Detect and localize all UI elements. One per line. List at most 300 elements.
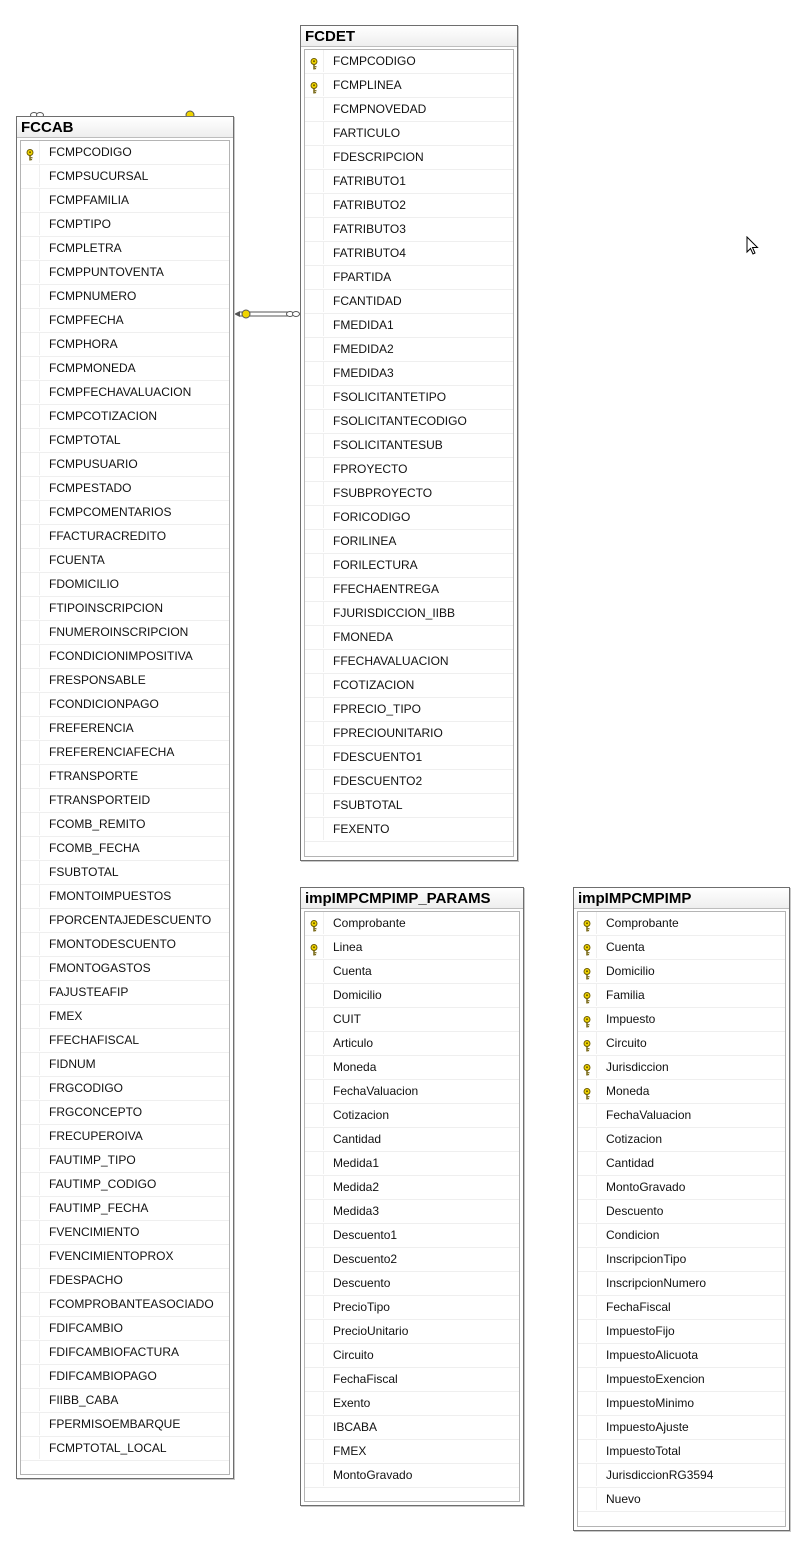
column-row[interactable] bbox=[21, 1293, 229, 1317]
column-name: FMONTODESCUENTO bbox=[49, 937, 176, 951]
column-row[interactable] bbox=[305, 266, 513, 290]
primary-key-icon bbox=[310, 941, 318, 953]
primary-key-icon bbox=[583, 941, 591, 953]
primary-key-icon bbox=[310, 917, 318, 929]
column-row[interactable] bbox=[305, 984, 519, 1008]
row-selector bbox=[305, 218, 324, 240]
column-name: FCMPTIPO bbox=[49, 217, 111, 231]
row-selector bbox=[305, 1440, 324, 1462]
column-row[interactable] bbox=[21, 453, 229, 477]
row-selector bbox=[21, 1053, 40, 1075]
row-selector bbox=[305, 410, 324, 432]
column-name: CUIT bbox=[333, 1012, 361, 1026]
column-row[interactable] bbox=[305, 338, 513, 362]
column-name: Circuito bbox=[606, 1036, 647, 1050]
column-row[interactable] bbox=[305, 1368, 519, 1392]
column-name: FCMPSUCURSAL bbox=[49, 169, 149, 183]
row-selector bbox=[21, 525, 40, 547]
column-row[interactable] bbox=[305, 1464, 519, 1488]
column-name: FCMPCODIGO bbox=[49, 145, 132, 159]
column-name: FDIFCAMBIOPAGO bbox=[49, 1369, 157, 1383]
row-selector bbox=[21, 1389, 40, 1411]
row-selector bbox=[578, 1344, 597, 1366]
column-row[interactable] bbox=[578, 960, 785, 984]
row-selector bbox=[21, 885, 40, 907]
column-row[interactable] bbox=[21, 1437, 229, 1461]
column-name: FCMPCOMENTARIOS bbox=[49, 505, 172, 519]
column-row[interactable] bbox=[21, 1365, 229, 1389]
column-row[interactable] bbox=[578, 1056, 785, 1080]
column-row[interactable] bbox=[21, 1029, 229, 1053]
column-row[interactable] bbox=[305, 770, 513, 794]
column-name: Domicilio bbox=[333, 988, 382, 1002]
row-selector bbox=[21, 669, 40, 691]
column-row[interactable] bbox=[21, 1101, 229, 1125]
row-selector bbox=[305, 242, 324, 264]
column-row[interactable] bbox=[578, 1104, 785, 1128]
row-selector bbox=[578, 960, 597, 982]
column-row[interactable] bbox=[305, 434, 513, 458]
column-row[interactable] bbox=[305, 1440, 519, 1464]
column-row[interactable] bbox=[21, 1077, 229, 1101]
column-name: FCOMB_FECHA bbox=[49, 841, 140, 855]
column-row[interactable] bbox=[578, 936, 785, 960]
column-row[interactable] bbox=[305, 1416, 519, 1440]
column-row[interactable] bbox=[305, 290, 513, 314]
column-name: FSOLICITANTESUB bbox=[333, 438, 443, 452]
row-selector bbox=[21, 1101, 40, 1123]
row-selector bbox=[21, 1221, 40, 1243]
row-selector bbox=[305, 458, 324, 480]
row-selector bbox=[21, 405, 40, 427]
column-row[interactable] bbox=[21, 1197, 229, 1221]
table-title: FCCAB bbox=[17, 117, 233, 138]
column-name: MontoGravado bbox=[606, 1180, 686, 1194]
column-row[interactable] bbox=[578, 1392, 785, 1416]
column-row[interactable] bbox=[305, 960, 519, 984]
column-row[interactable] bbox=[305, 912, 519, 936]
column-row[interactable] bbox=[578, 1272, 785, 1296]
row-selector bbox=[21, 1077, 40, 1099]
row-selector bbox=[305, 578, 324, 600]
table-fccab[interactable] bbox=[16, 116, 234, 1479]
column-row[interactable] bbox=[21, 717, 229, 741]
column-name: Cotizacion bbox=[333, 1108, 390, 1122]
column-row[interactable] bbox=[21, 165, 229, 189]
column-row[interactable] bbox=[21, 669, 229, 693]
column-row[interactable] bbox=[305, 194, 513, 218]
column-name: FTIPOINSCRIPCION bbox=[49, 601, 164, 615]
column-row[interactable] bbox=[578, 1464, 785, 1488]
column-name: FRESPONSABLE bbox=[49, 673, 146, 687]
row-selector bbox=[578, 1464, 597, 1486]
column-row[interactable] bbox=[21, 1413, 229, 1437]
row-selector bbox=[305, 1272, 324, 1294]
column-name: FORILECTURA bbox=[333, 558, 418, 572]
column-row[interactable] bbox=[21, 189, 229, 213]
column-name: FDESPACHO bbox=[49, 1273, 123, 1287]
column-row[interactable] bbox=[21, 1389, 229, 1413]
row-selector bbox=[305, 1416, 324, 1438]
column-row[interactable] bbox=[578, 984, 785, 1008]
column-name: FDIFCAMBIOFACTURA bbox=[49, 1345, 180, 1359]
column-row[interactable] bbox=[21, 261, 229, 285]
column-row[interactable] bbox=[21, 885, 229, 909]
column-name: ImpuestoAjuste bbox=[606, 1420, 689, 1434]
column-row[interactable] bbox=[21, 693, 229, 717]
row-selector bbox=[305, 912, 324, 934]
column-name: FCMPTOTAL_LOCAL bbox=[49, 1441, 167, 1455]
column-name: FMONEDA bbox=[333, 630, 393, 644]
column-name: FAJUSTEAFIP bbox=[49, 985, 129, 999]
row-selector bbox=[21, 333, 40, 355]
column-row[interactable] bbox=[305, 410, 513, 434]
column-name: FDESCUENTO1 bbox=[333, 750, 423, 764]
column-name: FCMPPUNTOVENTA bbox=[49, 265, 164, 279]
column-row[interactable] bbox=[21, 813, 229, 837]
column-name: FPORCENTAJEDESCUENTO bbox=[49, 913, 212, 927]
column-row[interactable] bbox=[305, 746, 513, 770]
column-name: Descuento bbox=[333, 1276, 391, 1290]
column-row[interactable] bbox=[305, 122, 513, 146]
row-selector bbox=[305, 1224, 324, 1246]
column-name: FPROYECTO bbox=[333, 462, 408, 476]
column-name: FCOMB_REMITO bbox=[49, 817, 146, 831]
column-row[interactable] bbox=[21, 1053, 229, 1077]
row-selector bbox=[305, 1176, 324, 1198]
column-row[interactable] bbox=[578, 1176, 785, 1200]
column-row[interactable] bbox=[21, 141, 229, 165]
column-row[interactable] bbox=[21, 597, 229, 621]
row-selector bbox=[21, 573, 40, 595]
column-row[interactable] bbox=[21, 525, 229, 549]
row-selector bbox=[305, 50, 324, 72]
column-row[interactable] bbox=[21, 381, 229, 405]
column-row[interactable] bbox=[305, 1032, 519, 1056]
row-selector bbox=[578, 1224, 597, 1246]
column-row[interactable] bbox=[305, 314, 513, 338]
row-selector bbox=[578, 1032, 597, 1054]
column-row[interactable] bbox=[21, 1221, 229, 1245]
column-row[interactable] bbox=[305, 218, 513, 242]
column-row[interactable] bbox=[21, 933, 229, 957]
row-selector bbox=[578, 1200, 597, 1222]
column-row[interactable] bbox=[21, 1245, 229, 1269]
column-row[interactable] bbox=[578, 1440, 785, 1464]
row-selector bbox=[578, 984, 597, 1006]
column-row[interactable] bbox=[305, 1056, 519, 1080]
column-name: Jurisdiccion bbox=[606, 1060, 669, 1074]
column-row[interactable] bbox=[21, 957, 229, 981]
column-row[interactable] bbox=[305, 1320, 519, 1344]
column-name: FMEX bbox=[333, 1444, 367, 1458]
column-list bbox=[577, 911, 786, 1527]
table-impimpcmpimp-params[interactable] bbox=[300, 887, 524, 1506]
column-row[interactable] bbox=[21, 765, 229, 789]
column-row[interactable] bbox=[305, 1008, 519, 1032]
column-row[interactable] bbox=[305, 1272, 519, 1296]
column-row[interactable] bbox=[21, 1149, 229, 1173]
column-name: FDIFCAMBIO bbox=[49, 1321, 123, 1335]
primary-key-icon bbox=[583, 1085, 591, 1097]
key-end-icon bbox=[242, 310, 250, 318]
row-selector bbox=[21, 1005, 40, 1027]
row-selector bbox=[21, 141, 40, 163]
column-row[interactable] bbox=[578, 1416, 785, 1440]
column-row[interactable] bbox=[305, 74, 513, 98]
column-name: FNUMEROINSCRIPCION bbox=[49, 625, 189, 639]
row-selector bbox=[305, 1296, 324, 1318]
column-row[interactable] bbox=[21, 1125, 229, 1149]
column-row[interactable] bbox=[21, 549, 229, 573]
column-row[interactable] bbox=[578, 1488, 785, 1512]
row-selector bbox=[305, 1200, 324, 1222]
column-row[interactable] bbox=[305, 362, 513, 386]
row-selector bbox=[578, 1416, 597, 1438]
column-name: FATRIBUTO2 bbox=[333, 198, 406, 212]
table-impimpcmpimp[interactable] bbox=[573, 887, 790, 1531]
column-row[interactable] bbox=[305, 1248, 519, 1272]
column-name: FVENCIMIENTO bbox=[49, 1225, 140, 1239]
column-row[interactable] bbox=[305, 1200, 519, 1224]
primary-key-icon bbox=[583, 1013, 591, 1025]
column-row[interactable] bbox=[21, 309, 229, 333]
column-row[interactable] bbox=[305, 1152, 519, 1176]
column-row[interactable] bbox=[305, 170, 513, 194]
row-selector bbox=[305, 1368, 324, 1390]
column-row[interactable] bbox=[305, 554, 513, 578]
row-selector bbox=[21, 1197, 40, 1219]
row-selector bbox=[21, 1173, 40, 1195]
column-row[interactable] bbox=[21, 405, 229, 429]
column-row[interactable] bbox=[21, 1005, 229, 1029]
column-row[interactable] bbox=[305, 1080, 519, 1104]
column-row[interactable] bbox=[305, 674, 513, 698]
column-row[interactable] bbox=[305, 530, 513, 554]
column-row[interactable] bbox=[21, 573, 229, 597]
column-row[interactable] bbox=[21, 501, 229, 525]
row-selector bbox=[305, 146, 324, 168]
column-name: FSUBTOTAL bbox=[333, 798, 403, 812]
column-name: FCMPFECHA bbox=[49, 313, 124, 327]
column-name: FORICODIGO bbox=[333, 510, 411, 524]
column-name: FCMPHORA bbox=[49, 337, 118, 351]
column-name: FAUTIMP_FECHA bbox=[49, 1201, 149, 1215]
column-row[interactable] bbox=[305, 50, 513, 74]
row-selector bbox=[21, 237, 40, 259]
column-row[interactable] bbox=[305, 818, 513, 842]
column-row[interactable] bbox=[305, 722, 513, 746]
row-selector bbox=[305, 1320, 324, 1342]
column-row[interactable] bbox=[305, 626, 513, 650]
column-row[interactable] bbox=[21, 237, 229, 261]
table-title: impIMPCMPIMP_PARAMS bbox=[301, 888, 523, 909]
column-row[interactable] bbox=[578, 1200, 785, 1224]
column-name: FSUBPROYECTO bbox=[333, 486, 433, 500]
column-row[interactable] bbox=[21, 789, 229, 813]
column-row[interactable] bbox=[578, 1128, 785, 1152]
column-name: FTRANSPORTE bbox=[49, 769, 139, 783]
column-name: FMEDIDA3 bbox=[333, 366, 394, 380]
row-selector bbox=[305, 74, 324, 96]
row-selector bbox=[305, 1248, 324, 1270]
row-selector bbox=[21, 165, 40, 187]
primary-key-icon bbox=[310, 79, 318, 91]
row-selector bbox=[21, 381, 40, 403]
column-list bbox=[304, 911, 520, 1502]
row-selector bbox=[305, 626, 324, 648]
column-name: FMEDIDA1 bbox=[333, 318, 394, 332]
column-row[interactable] bbox=[305, 602, 513, 626]
column-row[interactable] bbox=[578, 1320, 785, 1344]
column-name: FCMPUSUARIO bbox=[49, 457, 138, 471]
row-selector bbox=[578, 1488, 597, 1510]
column-row[interactable] bbox=[305, 1128, 519, 1152]
row-selector bbox=[305, 122, 324, 144]
row-selector bbox=[578, 1296, 597, 1318]
column-name: Medida2 bbox=[333, 1180, 380, 1194]
table-title: impIMPCMPIMP bbox=[574, 888, 789, 909]
column-row[interactable] bbox=[578, 1344, 785, 1368]
row-selector bbox=[305, 1104, 324, 1126]
column-row[interactable] bbox=[305, 1392, 519, 1416]
row-selector bbox=[305, 506, 324, 528]
column-name: Moneda bbox=[333, 1060, 377, 1074]
column-name: Medida3 bbox=[333, 1204, 380, 1218]
column-name: ImpuestoExencion bbox=[606, 1372, 705, 1386]
column-name: FFACTURACREDITO bbox=[49, 529, 167, 543]
column-row[interactable] bbox=[578, 1032, 785, 1056]
column-name: FIIBB_CABA bbox=[49, 1393, 119, 1407]
column-name: FCMPESTADO bbox=[49, 481, 132, 495]
column-row[interactable] bbox=[21, 357, 229, 381]
column-name: FechaValuacion bbox=[333, 1084, 419, 1098]
primary-key-icon bbox=[583, 1061, 591, 1073]
column-row[interactable] bbox=[578, 1248, 785, 1272]
column-row[interactable] bbox=[305, 698, 513, 722]
row-selector bbox=[21, 1149, 40, 1171]
column-row[interactable] bbox=[21, 213, 229, 237]
column-row[interactable] bbox=[578, 1296, 785, 1320]
column-row[interactable] bbox=[305, 1176, 519, 1200]
column-row[interactable] bbox=[578, 1152, 785, 1176]
column-name: Articulo bbox=[333, 1036, 374, 1050]
column-name: FCMPTOTAL bbox=[49, 433, 121, 447]
column-row[interactable] bbox=[305, 650, 513, 674]
column-row[interactable] bbox=[21, 1269, 229, 1293]
column-row[interactable] bbox=[21, 837, 229, 861]
column-name: FORILINEA bbox=[333, 534, 397, 548]
column-row[interactable] bbox=[305, 386, 513, 410]
column-row[interactable] bbox=[305, 936, 519, 960]
row-selector bbox=[21, 981, 40, 1003]
column-list bbox=[20, 140, 230, 1475]
column-name: FCMPMONEDA bbox=[49, 361, 136, 375]
column-name: FCMPLINEA bbox=[333, 78, 402, 92]
row-selector bbox=[578, 1056, 597, 1078]
relationship-fccab-fcdet[interactable] bbox=[234, 310, 300, 318]
column-row[interactable] bbox=[21, 285, 229, 309]
column-name: ImpuestoFijo bbox=[606, 1324, 675, 1338]
row-selector bbox=[21, 477, 40, 499]
column-name: FRGCODIGO bbox=[49, 1081, 123, 1095]
column-row[interactable] bbox=[21, 1341, 229, 1365]
column-row[interactable] bbox=[305, 98, 513, 122]
row-selector bbox=[305, 338, 324, 360]
column-row[interactable] bbox=[305, 578, 513, 602]
column-name: FSOLICITANTETIPO bbox=[333, 390, 447, 404]
column-row[interactable] bbox=[305, 794, 513, 818]
row-selector bbox=[21, 1341, 40, 1363]
row-selector bbox=[21, 837, 40, 859]
column-row[interactable] bbox=[21, 429, 229, 453]
column-name: FMEDIDA2 bbox=[333, 342, 394, 356]
column-row[interactable] bbox=[578, 1224, 785, 1248]
column-row[interactable] bbox=[21, 645, 229, 669]
column-row[interactable] bbox=[21, 861, 229, 885]
primary-key-icon bbox=[583, 965, 591, 977]
row-selector bbox=[578, 936, 597, 958]
column-row[interactable] bbox=[578, 1008, 785, 1032]
row-selector bbox=[305, 266, 324, 288]
column-row[interactable] bbox=[305, 506, 513, 530]
column-row[interactable] bbox=[21, 981, 229, 1005]
column-row[interactable] bbox=[305, 482, 513, 506]
column-row[interactable] bbox=[305, 242, 513, 266]
column-name: FATRIBUTO4 bbox=[333, 246, 406, 260]
column-name: FCMPCODIGO bbox=[333, 54, 416, 68]
column-row[interactable] bbox=[21, 333, 229, 357]
column-row[interactable] bbox=[578, 1368, 785, 1392]
row-selector bbox=[21, 813, 40, 835]
column-row[interactable] bbox=[578, 912, 785, 936]
column-name: FCMPCOTIZACION bbox=[49, 409, 157, 423]
column-row[interactable] bbox=[21, 1173, 229, 1197]
column-row[interactable] bbox=[21, 1317, 229, 1341]
column-name: Descuento bbox=[606, 1204, 664, 1218]
column-row[interactable] bbox=[305, 458, 513, 482]
column-name: Exento bbox=[333, 1396, 371, 1410]
column-name: ImpuestoTotal bbox=[606, 1444, 681, 1458]
column-name: FJURISDICCION_IIBB bbox=[333, 606, 456, 620]
column-row[interactable] bbox=[305, 1104, 519, 1128]
column-row[interactable] bbox=[305, 1344, 519, 1368]
column-row[interactable] bbox=[21, 477, 229, 501]
column-row[interactable] bbox=[305, 1224, 519, 1248]
row-selector bbox=[21, 549, 40, 571]
column-name: FMEX bbox=[49, 1009, 83, 1023]
row-selector bbox=[21, 429, 40, 451]
column-name: Comprobante bbox=[333, 916, 406, 930]
column-row[interactable] bbox=[305, 1296, 519, 1320]
table-fcdet[interactable] bbox=[300, 25, 518, 861]
row-selector bbox=[305, 1008, 324, 1030]
row-selector bbox=[21, 789, 40, 811]
row-selector bbox=[305, 1464, 324, 1486]
column-row[interactable] bbox=[305, 146, 513, 170]
column-name: FCUENTA bbox=[49, 553, 105, 567]
column-name: FCANTIDAD bbox=[333, 294, 402, 308]
row-selector bbox=[21, 693, 40, 715]
column-name: FRECUPEROIVA bbox=[49, 1129, 143, 1143]
column-row[interactable] bbox=[21, 621, 229, 645]
column-row[interactable] bbox=[21, 909, 229, 933]
row-selector bbox=[21, 1269, 40, 1291]
column-row[interactable] bbox=[21, 741, 229, 765]
column-name: FREFERENCIAFECHA bbox=[49, 745, 175, 759]
row-selector bbox=[578, 1128, 597, 1150]
column-row[interactable] bbox=[578, 1080, 785, 1104]
